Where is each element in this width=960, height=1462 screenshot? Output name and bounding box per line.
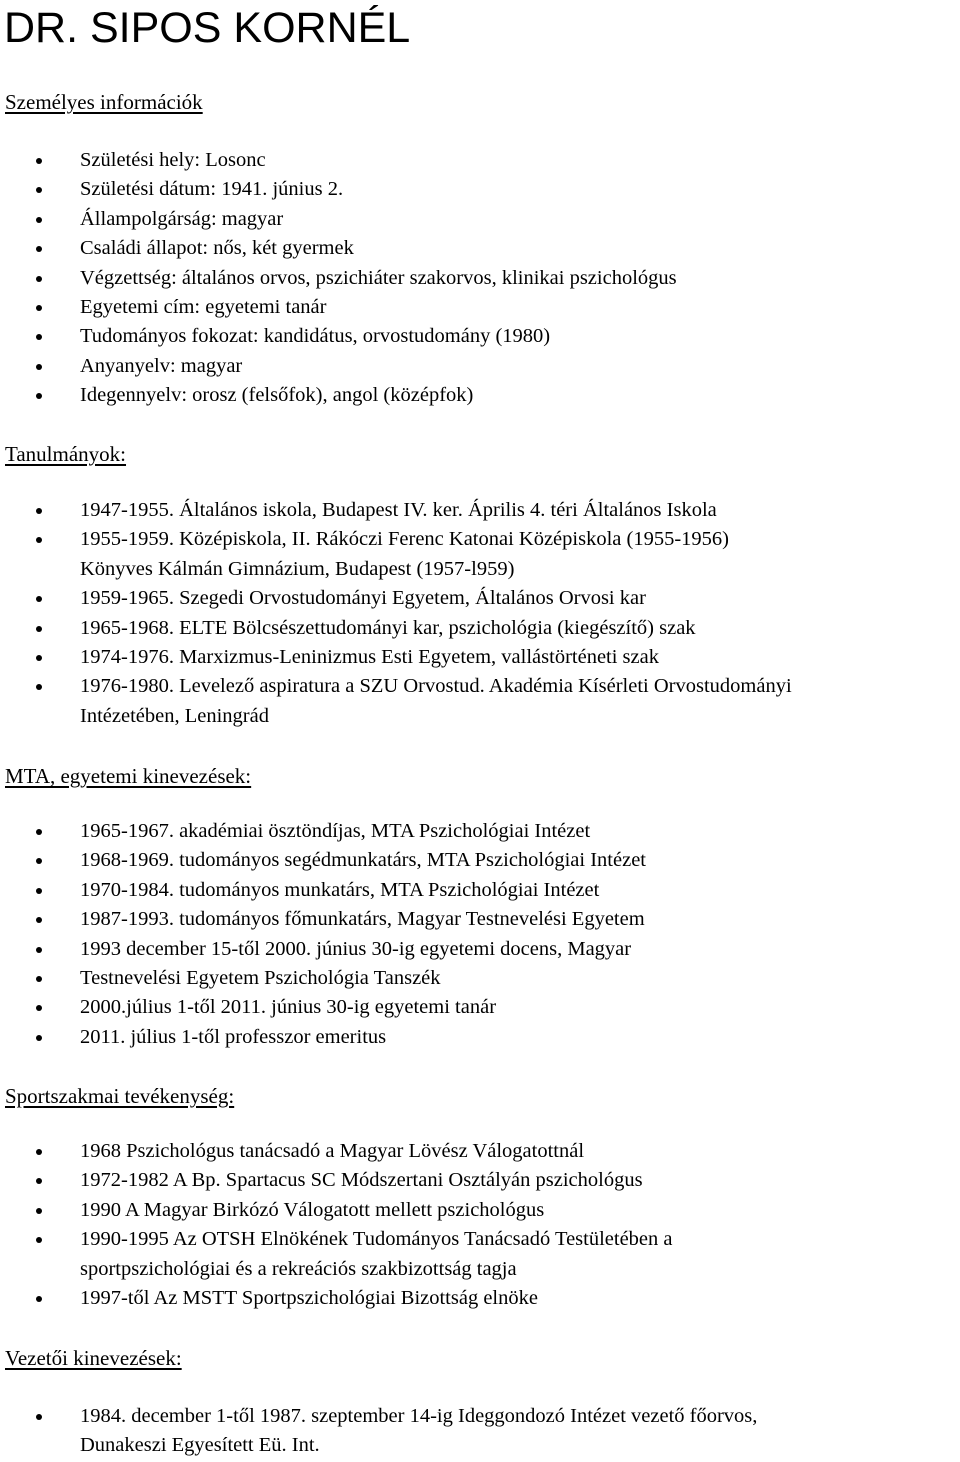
list-item: 2000.július 1-től 2011. június 30-ig egyetemi tanár: [0, 993, 960, 1022]
list-item: 1974-1976. Marxizmus-Leninizmus Esti Egyetem, vallástörténeti szak: [0, 643, 960, 672]
bullet-icon: [36, 596, 42, 602]
list-item: 1968-1969. tudományos segédmunkatárs, MTA Pszichológiai Intézet: [0, 846, 960, 875]
list-item: Végzettség: általános orvos, pszichiáter szakorvos, klinikai pszichológus: [0, 264, 960, 293]
bullet-icon: [36, 334, 42, 340]
heading-mta: MTA, egyetemi kinevezések:: [5, 764, 252, 788]
list-item: Állampolgárság: magyar: [0, 205, 960, 234]
list-item: 1968 Pszichológus tanácsadó a Magyar Lövész Válogatottnál: [0, 1137, 960, 1166]
list-item: Születési hely: Losonc: [0, 146, 960, 175]
bullet-icon: [36, 1237, 42, 1243]
list-item: 1959-1965. Szegedi Orvostudományi Egyetem, Általános Orvosi kar: [0, 584, 960, 613]
list-item: 1990 A Magyar Birkózó Válogatott mellett pszichológus: [0, 1196, 960, 1225]
bullet-icon: [36, 364, 42, 370]
list-item: 1997-től Az MSTT Sportpszichológiai Bizottság elnöke: [0, 1284, 960, 1313]
bullet-icon: [36, 1296, 42, 1302]
list-item: 1990-1995 Az OTSH Elnökének Tudományos Tanácsadó Testületében a sportpszichológiai és a rekreációs szakbizottság tagja: [0, 1225, 960, 1284]
bullet-icon: [36, 187, 42, 193]
bullet-icon: [36, 1005, 42, 1011]
bullet-icon: [36, 1414, 42, 1420]
list-item: 1955-1959. Középiskola, II. Rákóczi Ferenc Katonai Középiskola (1955-1956) Könyves Kálmán Gimnázium, Budapest (1957-l959): [0, 525, 960, 584]
list-item: Idegennyelv: orosz (felsőfok), angol (középfok): [0, 381, 960, 410]
list-item: 1965-1968. ELTE Bölcsészettudományi kar, pszichológia (kiegészítő) szak: [0, 614, 960, 643]
list-item: Anyanyelv: magyar: [0, 352, 960, 381]
bullet-icon: [36, 626, 42, 632]
bullet-icon: [36, 888, 42, 894]
list-item: Családi állapot: nős, két gyermek: [0, 234, 960, 263]
bullet-icon: [36, 1178, 42, 1184]
list-item: 1976-1980. Levelező aspiratura a SZU Orvostud. Akadémia Kísérleti Orvostudományi Intézetében, Leningrád: [0, 672, 960, 731]
list-item: Születési dátum: 1941. június 2.: [0, 175, 960, 204]
bullet-icon: [36, 305, 42, 311]
bullet-icon: [36, 246, 42, 252]
bullet-icon: [36, 1208, 42, 1214]
list-item: 1965-1967. akadémiai ösztöndíjas, MTA Pszichológiai Intézet: [0, 817, 960, 846]
heading-sport: Sportszakmai tevékenység:: [5, 1084, 235, 1108]
bullet-icon: [36, 976, 42, 982]
list-item: 1972-1982 A Bp. Spartacus SC Módszertani Osztályán pszichológus: [0, 1166, 960, 1195]
bullet-icon: [36, 217, 42, 223]
list-item: 1987-1993. tudományos főmunkatárs, Magyar Testnevelési Egyetem: [0, 905, 960, 934]
personal-list: [0, 146, 960, 411]
bullet-icon: [36, 537, 42, 543]
heading-leader: Vezetői kinevezések:: [5, 1346, 182, 1370]
bullet-icon: [36, 276, 42, 282]
list-item: 1984. december 1-től 1987. szeptember 14-ig Ideggondozó Intézet vezető főorvos, Dunakeszi Egyesített Eü. Int.: [0, 1402, 960, 1461]
bullet-icon: [36, 393, 42, 399]
bullet-icon: [36, 508, 42, 514]
page-title: DR. SIPOS KORNÉL: [4, 4, 411, 52]
bullet-icon: [36, 1035, 42, 1041]
bullet-icon: [36, 158, 42, 164]
bullet-icon: [36, 684, 42, 690]
list-item: 2011. július 1-től professzor emeritus: [0, 1023, 960, 1052]
leader-list: [0, 1402, 960, 1461]
bullet-icon: [36, 917, 42, 923]
bullet-icon: [36, 1149, 42, 1155]
list-item: Testnevelési Egyetem Pszichológia Tanszék: [0, 964, 960, 993]
list-item: 1993 december 15-től 2000. június 30-ig egyetemi docens, Magyar: [0, 935, 960, 964]
list-item: Egyetemi cím: egyetemi tanár: [0, 293, 960, 322]
bullet-icon: [36, 655, 42, 661]
list-item: 1947-1955. Általános iskola, Budapest IV. ker. Április 4. téri Általános Iskola: [0, 496, 960, 525]
heading-personal: Személyes információk: [5, 90, 203, 114]
list-item: Tudományos fokozat: kandidátus, orvostudomány (1980): [0, 322, 960, 351]
mta-list: [0, 817, 960, 1052]
bullet-icon: [36, 947, 42, 953]
studies-list: [0, 496, 960, 731]
bullet-icon: [36, 829, 42, 835]
list-item: 1970-1984. tudományos munkatárs, MTA Pszichológiai Intézet: [0, 876, 960, 905]
sport-list: [0, 1137, 960, 1313]
heading-studies: Tanulmányok:: [5, 442, 127, 466]
bullet-icon: [36, 858, 42, 864]
